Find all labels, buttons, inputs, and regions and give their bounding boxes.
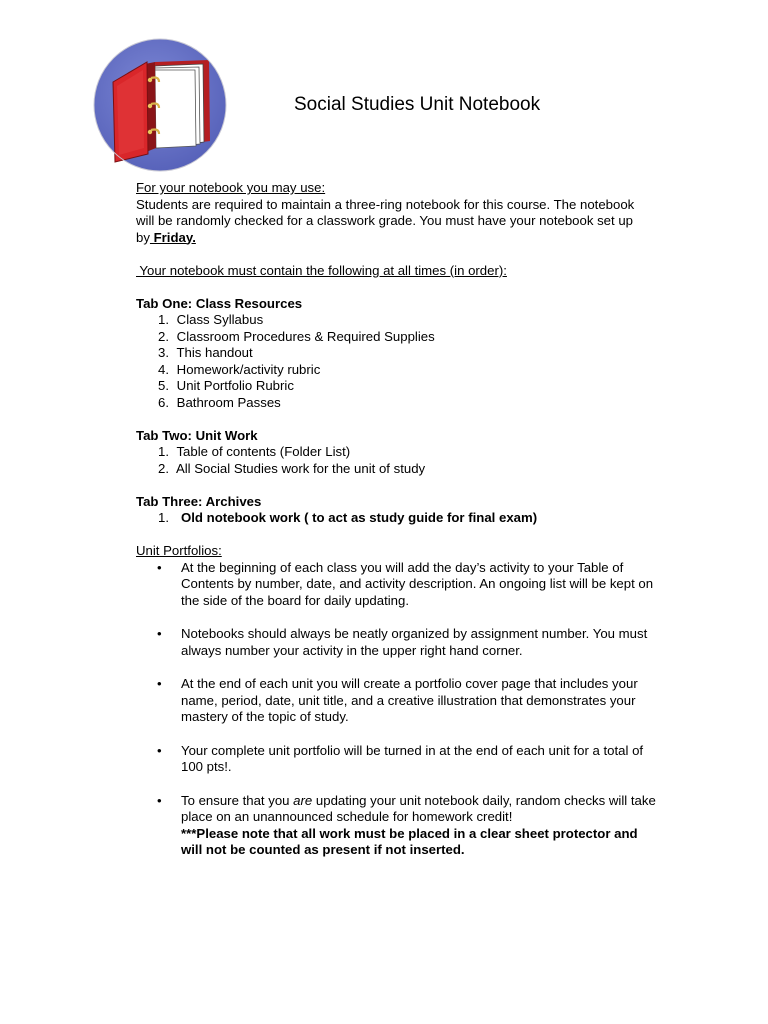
sheet-protector-note: ***Please note that all work must be placed in a clear sheet protector and will not be counted as present if not inserted.	[181, 825, 638, 857]
intro-heading: For your notebook you may use:	[136, 180, 326, 195]
bullet-icon: •	[157, 559, 162, 575]
list-item: 1. Old notebook work ( to act as study guide for final exam)	[158, 510, 538, 525]
tab-one-title: Tab One: Class Resources	[136, 295, 303, 311]
list-item: 1. Table of contents (Folder List)	[158, 444, 351, 459]
portfolios-heading: Unit Portfolios:	[136, 543, 222, 558]
tab-three-title: Tab Three: Archives	[136, 493, 262, 509]
intro-text: Students are required to maintain a three-ring notebook for this course. The notebook will be randomly checked for a classwork grade. You must have your notebook set up by	[136, 196, 635, 245]
list-item: • At the beginning of each class you will add the day’s activity to your Table of Contents by number, date, and activity description. An ongoing list will be kept on the side of the board for daily updating.	[157, 559, 654, 608]
bullet-icon: •	[157, 792, 162, 808]
tab-two-list	[136, 444, 636, 477]
list-item: 3. This handout	[158, 345, 253, 360]
portfolio-list	[136, 559, 656, 859]
list-item: 1. Class Syllabus	[158, 312, 264, 327]
binder-logo	[93, 38, 227, 172]
intro-paragraph	[136, 197, 636, 247]
list-item: 2. Classroom Procedures & Required Supplies	[158, 328, 435, 344]
bullet-icon: •	[157, 742, 162, 758]
contents-heading: Your notebook must contain the following at all times (in order):	[136, 262, 507, 278]
tab-two-title: Tab Two: Unit Work	[136, 427, 258, 443]
document-body	[136, 180, 656, 859]
list-item: 4. Homework/activity rubric	[158, 361, 321, 377]
deadline-text: Friday.	[149, 229, 196, 245]
list-item: • At the end of each unit you will create a portfolio cover page that includes your name, period, date, unit title, and a creative illustration that demonstrates your mastery of the topic of study.	[157, 676, 638, 724]
list-item: • Your complete unit portfolio will be turned in at the end of each unit for a total of 100 pts!.	[157, 742, 644, 774]
list-item: 5. Unit Portfolio Rubric	[158, 378, 294, 393]
tab-one-list	[136, 312, 636, 411]
list-item: • To ensure that you are updating your unit notebook daily, random checks will take place on an unannounced schedule for homework credit! ***Please note that all work must be placed in a clear sheet protector and will not be counted as present if not inserted.	[157, 792, 656, 857]
page-title: Social Studies Unit Notebook	[294, 94, 541, 115]
list-item: 6. Bathroom Passes	[158, 394, 281, 410]
bullet-icon: •	[157, 626, 162, 641]
list-item: 2. All Social Studies work for the unit of study	[158, 460, 426, 476]
bullet-icon: •	[157, 676, 162, 691]
binder-icon	[93, 38, 227, 172]
list-item: • Notebooks should always be neatly organized by assignment number. You must always number your activity in the upper right hand corner.	[157, 626, 648, 658]
